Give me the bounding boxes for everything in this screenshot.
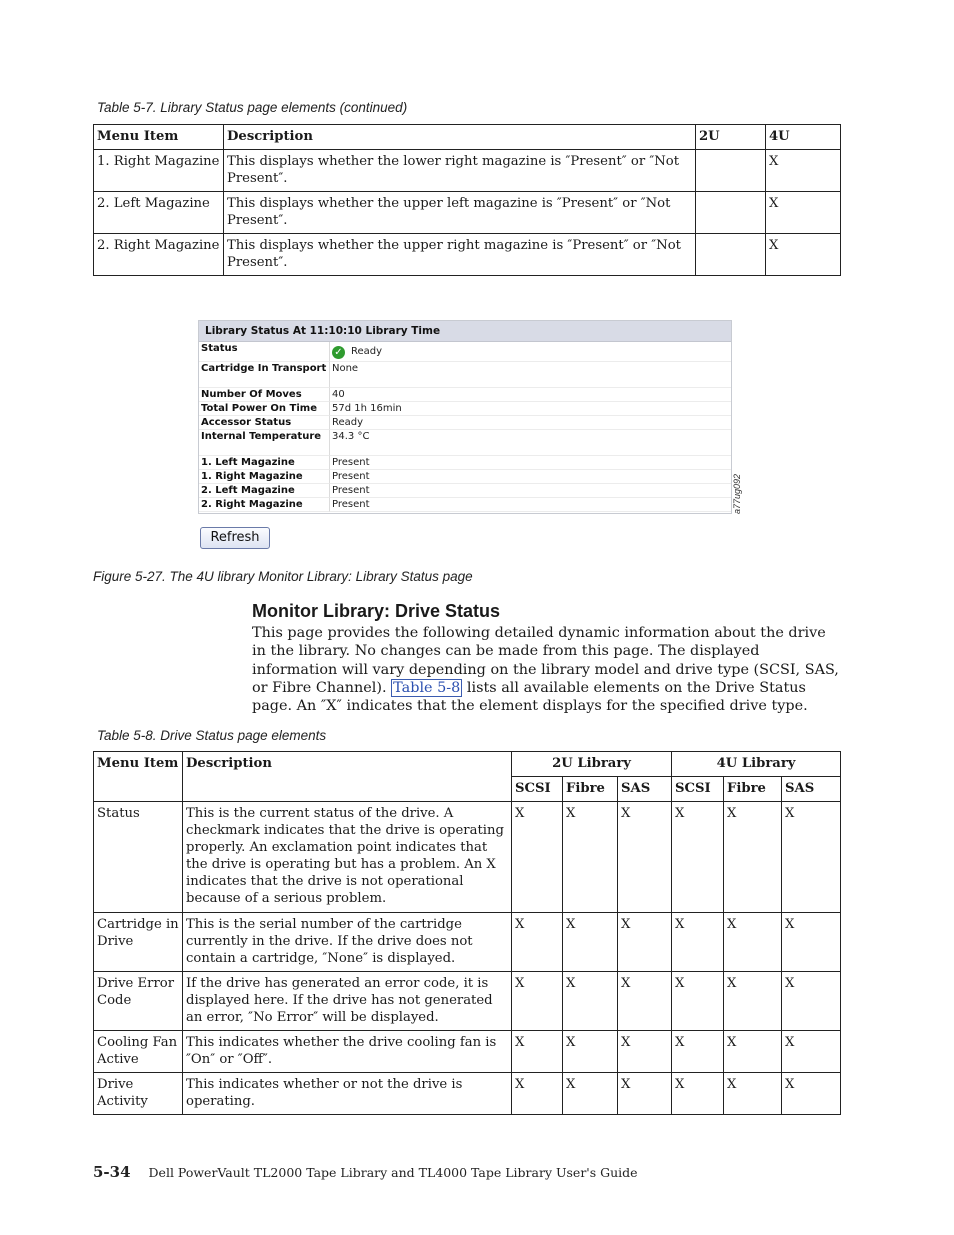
mark-cell: X — [512, 1073, 563, 1115]
row-value: 57d 1h 16min — [330, 402, 731, 416]
column-header: SAS — [782, 777, 841, 802]
mark-cell: X — [782, 1073, 841, 1115]
description-cell: This displays whether the upper left magazine is ″Present″ or ″Not Present″. — [224, 192, 696, 234]
row-label: Internal Temperature — [199, 430, 330, 456]
mark-cell: X — [563, 913, 618, 972]
table-5-8-link[interactable]: Table 5-8 — [393, 679, 461, 696]
column-header: 4U — [766, 125, 841, 150]
group-header-2u: 2U Library — [512, 752, 672, 777]
menu-item-cell: Status — [94, 802, 183, 913]
page-number: 5-34 — [93, 1163, 131, 1181]
mark-cell: X — [782, 972, 841, 1031]
row-label: Total Power On Time — [199, 402, 330, 416]
column-header: Fibre — [563, 777, 618, 802]
figure-caption: Figure 5-27. The 4U library Monitor Library: Library Status page — [93, 569, 473, 584]
column-header: Description — [183, 752, 512, 802]
menu-item-cell: 2. Right Magazine — [94, 234, 224, 276]
description-cell: This displays whether the lower right magazine is ″Present″ or ″Not Present″. — [224, 150, 696, 192]
mark-cell: X — [724, 1073, 782, 1115]
row-label: 1. Left Magazine — [199, 456, 330, 470]
mark-cell: X — [563, 1031, 618, 1073]
status-row — [199, 456, 731, 470]
row-label: 2. Right Magazine — [199, 498, 330, 512]
page-footer — [93, 1163, 638, 1181]
mark-cell: X — [618, 972, 672, 1031]
library-status-screenshot — [198, 320, 738, 556]
menu-item-cell: 1. Right Magazine — [94, 150, 224, 192]
row-value: Present — [330, 498, 731, 512]
status-row — [199, 388, 731, 402]
row-label: Status — [199, 342, 330, 362]
mark-cell: X — [672, 1073, 724, 1115]
mark-cell: X — [618, 913, 672, 972]
panel-title: Library Status At 11:10:10 Library Time — [199, 321, 731, 342]
table-row — [94, 972, 841, 1031]
body-text: This page provides the following detailed dynamic information about the drive in the library. No changes can be made from this page. The displayed information will vary depending on the library model and drive type (SCSI, SAS, or Fibre Channel). — [252, 625, 839, 696]
mark-cell: X — [563, 972, 618, 1031]
table-row — [94, 234, 841, 276]
mark-cell: X — [563, 802, 618, 913]
status-row — [199, 470, 731, 484]
menu-item-cell: Cartridge in Drive — [94, 913, 183, 972]
menu-item-cell: Drive Error Code — [94, 972, 183, 1031]
figure-id: a77ug092 — [732, 473, 742, 514]
mark-cell: X — [563, 1073, 618, 1115]
row-value: Ready — [330, 416, 731, 430]
mark-cell: X — [618, 1073, 672, 1115]
status-panel — [198, 320, 732, 514]
row-label: Number Of Moves — [199, 388, 330, 402]
table-row — [94, 150, 841, 192]
2u-cell — [696, 150, 766, 192]
mark-cell: X — [512, 913, 563, 972]
4u-cell: X — [766, 234, 841, 276]
status-row — [199, 416, 731, 430]
mark-cell: X — [512, 802, 563, 913]
description-cell: This indicates whether the drive cooling fan is ″On″ or ″Off″. — [183, 1031, 512, 1073]
mark-cell: X — [724, 972, 782, 1031]
mark-cell: X — [724, 913, 782, 972]
book-title: Dell PowerVault TL2000 Tape Library and TL4000 Tape Library User's Guide — [148, 1165, 638, 1180]
row-value: Ready — [351, 346, 383, 357]
column-header: Description — [224, 125, 696, 150]
table-row — [94, 913, 841, 972]
table-header-row — [94, 125, 841, 150]
status-row — [199, 402, 731, 416]
section-body — [252, 624, 842, 715]
row-label: Accessor Status — [199, 416, 330, 430]
menu-item-cell: Drive Activity — [94, 1073, 183, 1115]
4u-cell: X — [766, 150, 841, 192]
2u-cell — [696, 234, 766, 276]
table-row — [94, 1073, 841, 1115]
row-value: Present — [330, 456, 731, 470]
section-heading: Monitor Library: Drive Status — [252, 601, 501, 621]
mark-cell: X — [782, 913, 841, 972]
description-cell: This is the current status of the drive. A checkmark indicates that the drive is operating properly. An exclamation point indicates that the drive is operating but has a problem. An X indicates that the drive is not operational because of a serious problem. — [183, 802, 512, 913]
mark-cell: X — [782, 1031, 841, 1073]
description-cell: This is the serial number of the cartridge currently in the drive. If the drive does not contain a cartridge, ″None″ is displayed. — [183, 913, 512, 972]
table-row — [94, 192, 841, 234]
checkmark-icon: ✓ — [332, 346, 345, 359]
column-header: 2U — [696, 125, 766, 150]
body-text: lists all available elements on the Drive Status page. An ″X″ indicates that the element displays for the specified drive type. — [252, 679, 808, 715]
row-value: Present — [330, 484, 731, 498]
description-cell: This indicates whether or not the drive is operating. — [183, 1073, 512, 1115]
mark-cell: X — [782, 802, 841, 913]
table-caption: Table 5-8. Drive Status page elements — [97, 728, 327, 743]
row-value-wrap — [330, 342, 731, 362]
mark-cell: X — [512, 972, 563, 1031]
row-value: Present — [330, 470, 731, 484]
status-row — [199, 362, 731, 388]
row-value: None — [330, 362, 731, 388]
mark-cell: X — [512, 1031, 563, 1073]
status-row — [199, 342, 731, 362]
refresh-button[interactable]: Refresh — [200, 527, 270, 549]
column-header: SCSI — [512, 777, 563, 802]
group-header-4u: 4U Library — [672, 752, 841, 777]
menu-item-cell: Cooling Fan Active — [94, 1031, 183, 1073]
description-cell: If the drive has generated an error code, it is displayed here. If the drive has not generated an error, ″No Error″ will be displayed. — [183, 972, 512, 1031]
mark-cell: X — [672, 972, 724, 1031]
column-header: Fibre — [724, 777, 782, 802]
status-row — [199, 498, 731, 512]
mark-cell: X — [618, 802, 672, 913]
mark-cell: X — [618, 1031, 672, 1073]
mark-cell: X — [672, 913, 724, 972]
column-header: Menu Item — [94, 752, 183, 802]
status-row — [199, 430, 731, 456]
mark-cell: X — [672, 1031, 724, 1073]
row-label: 2. Left Magazine — [199, 484, 330, 498]
4u-cell: X — [766, 192, 841, 234]
table-row — [94, 802, 841, 913]
drive-status-table — [93, 751, 841, 1115]
status-row — [199, 484, 731, 498]
column-header: SAS — [618, 777, 672, 802]
mark-cell: X — [724, 1031, 782, 1073]
description-cell: This displays whether the upper right magazine is ″Present″ or ″Not Present″. — [224, 234, 696, 276]
library-status-table — [93, 124, 841, 276]
row-label: 1. Right Magazine — [199, 470, 330, 484]
row-label: Cartridge In Transport — [199, 362, 330, 388]
table-header-row — [94, 752, 841, 777]
mark-cell: X — [724, 802, 782, 913]
2u-cell — [696, 192, 766, 234]
table-row — [94, 1031, 841, 1073]
row-value: 40 — [330, 388, 731, 402]
mark-cell: X — [672, 802, 724, 913]
column-header: SCSI — [672, 777, 724, 802]
row-value: 34.3 °C — [330, 430, 731, 456]
column-header: Menu Item — [94, 125, 224, 150]
table-caption: Table 5-7. Library Status page elements (continued) — [97, 100, 408, 115]
menu-item-cell: 2. Left Magazine — [94, 192, 224, 234]
